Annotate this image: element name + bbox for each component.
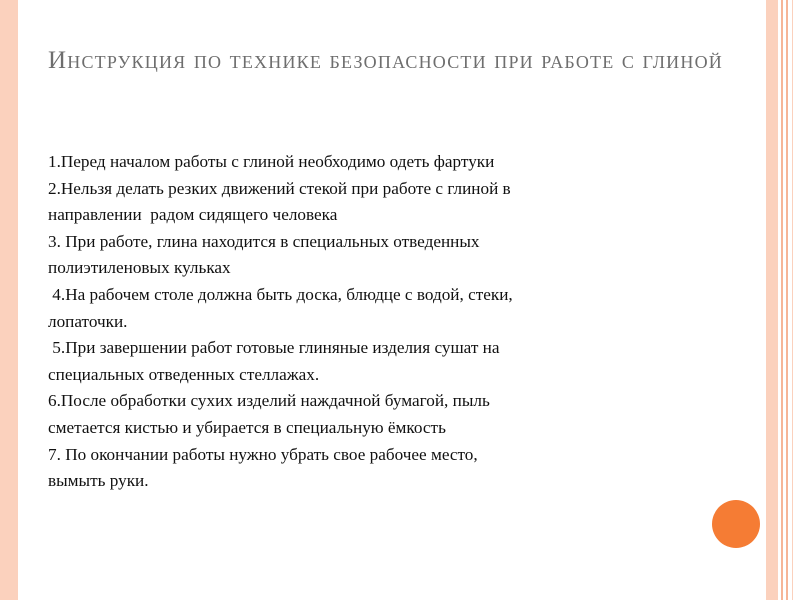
- instruction-line: полиэтиленовых кульках: [48, 258, 231, 278]
- instruction-line: 6.После обработки сухих изделий наждачной бумагой, пыль: [48, 391, 490, 411]
- instruction-line: 4.На рабочем столе должна быть доска, блюдце с водой, стеки,: [48, 284, 513, 304]
- right-border-line: [792, 0, 793, 600]
- instruction-line: лопаточки.: [48, 311, 128, 331]
- instruction-line: специальных отведенных стеллажах.: [48, 364, 320, 384]
- instruction-line: сметается кистью и убирается в специальную ёмкость: [48, 417, 446, 437]
- instruction-line: 3. При работе, глина находится в специальных отведенных: [48, 231, 480, 251]
- instruction-line: вымыть руки.: [48, 471, 149, 491]
- instruction-line: 7. По окончании работы нужно убрать свое рабочее место,: [48, 444, 478, 464]
- left-border-decoration: [0, 0, 18, 600]
- right-border-line: [781, 0, 783, 600]
- slide-title: Инструкция по технике безопасности при работе с глиной: [48, 47, 723, 74]
- right-border-line: [786, 0, 788, 600]
- instruction-line: 2.Нельзя делать резких движений стекой при работе с глиной в: [48, 178, 511, 198]
- instruction-list: [48, 149, 688, 495]
- accent-circle-decoration: [712, 500, 760, 548]
- right-border-decoration: [766, 0, 778, 600]
- instruction-line: направлении радом сидящего человека: [48, 205, 338, 225]
- instruction-line: 5.При завершении работ готовые глиняные изделия сушат на: [48, 338, 500, 358]
- instruction-line: 1.Перед началом работы с глиной необходимо одеть фартуки: [48, 152, 495, 171]
